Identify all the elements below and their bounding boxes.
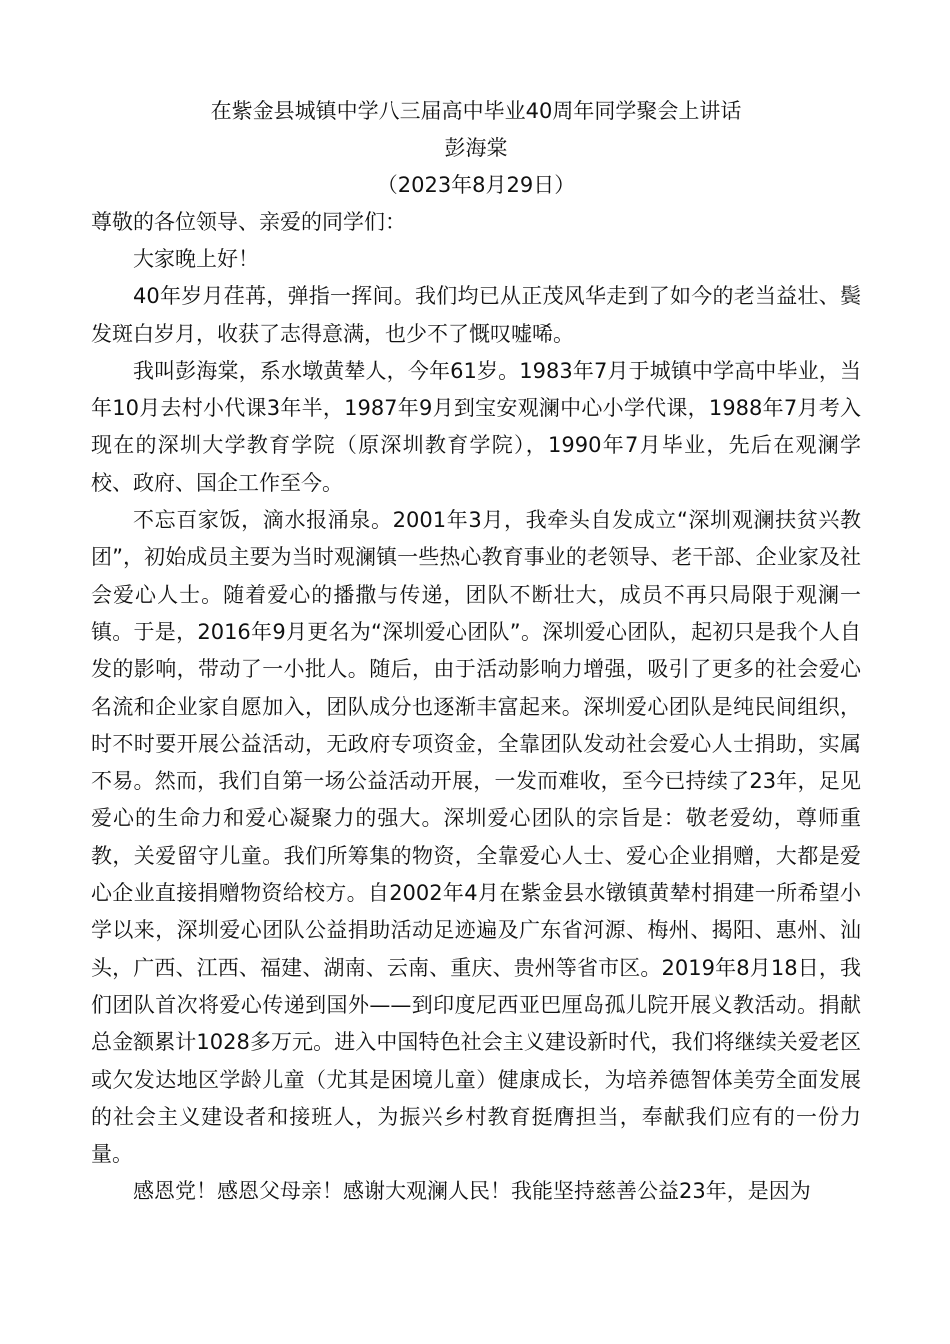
- paragraph-self-introduction: 我叫彭海棠，系水墩黄辇人，今年61岁。1983年7月于城镇中学高中毕业，当年10月去村小代课3年半，1987年9月到宝安观澜中心小学代课，1988年7月考入现在的深圳大学教育学院（原深圳教育学院），1990年7月毕业，先后在观澜学校、政府、国企工作至今。: [91, 358, 861, 495]
- paragraph-intro: 40年岁月荏苒，弹指一挥间。我们均已从正茂风华走到了如今的老当益壮、鬓发斑白岁月，收获了志得意满，也少不了慨叹嘘唏。: [91, 284, 861, 346]
- paragraph-gratitude: 感恩党！感恩父母亲！感谢大观澜人民！我能坚持慈善公益23年，是因为: [133, 1179, 811, 1204]
- paragraph-charity-team: 不忘百家饭，滴水报涌泉。2001年3月，我牵头自发成立“深圳观澜扶贫兴教团”，初始成员主要为当时观澜镇一些热心教育事业的老领导、老干部、企业家及社会爱心人士。随着爱心的播撒与传递，团队不断壮大，成员不再只局限于观澜一镇。于是，2016年9月更名为“深圳爱心团队”。深圳爱心团队，起初只是我个人自发的影响，带动了一小批人。随后，由于活动影响力增强，吸引了更多的社会爱心名流和企业家自愿加入，团队成分也逐渐丰富起来。深圳爱心团队是纯民间组织，时不时要开展公益活动，无政府专项资金，全靠团队发动社会爱心人士捐助，实属不易。然而，我们自第一场公益活动开展，一发而难收，至今已持续了23年，足见爱心的生命力和爱心凝聚力的强大。深圳爱心团队的宗旨是：敬老爱幼，尊师重教，关爱留守儿童。我们所筹集的物资，全靠爱心人士、爱心企业捐赠，大都是爱心企业直接捐赠物资给校方。自2002年4月在紫金县水镦镇黄辇村捐建一所希望小学以来，深圳爱心团队公益捐助活动足迹遍及广东省河源、梅州、揭阳、惠州、汕头，广西、江西、福建、湖南、云南、重庆、贵州等省市区。2019年8月18日，我们团队首次将爱心传递到国外——到印度尼西亚巴厘岛孤儿院开展义教活动。捐献总金额累计1028多万元。进入中国特色社会主义建设新时代，我们将继续关爱老区或欠发达地区学龄儿童（尤其是困境儿童）健康成长，为培养德智体美劳全面发展的社会主义建设者和接班人，为振兴乡村教育挺膺担当，奉献我们应有的一份力量。: [91, 508, 861, 1167]
- document-page: [91, 93, 861, 1211]
- document-title: 在紫金县城镇中学八三届高中毕业40周年同学聚会上讲话: [210, 99, 742, 123]
- paragraph-greeting: 大家晚上好！: [133, 247, 259, 271]
- speech-date: （2023年8月29日）: [376, 173, 576, 197]
- author-name: 彭海棠: [444, 136, 508, 160]
- salutation: 尊敬的各位领导、亲爱的同学们：: [91, 210, 406, 234]
